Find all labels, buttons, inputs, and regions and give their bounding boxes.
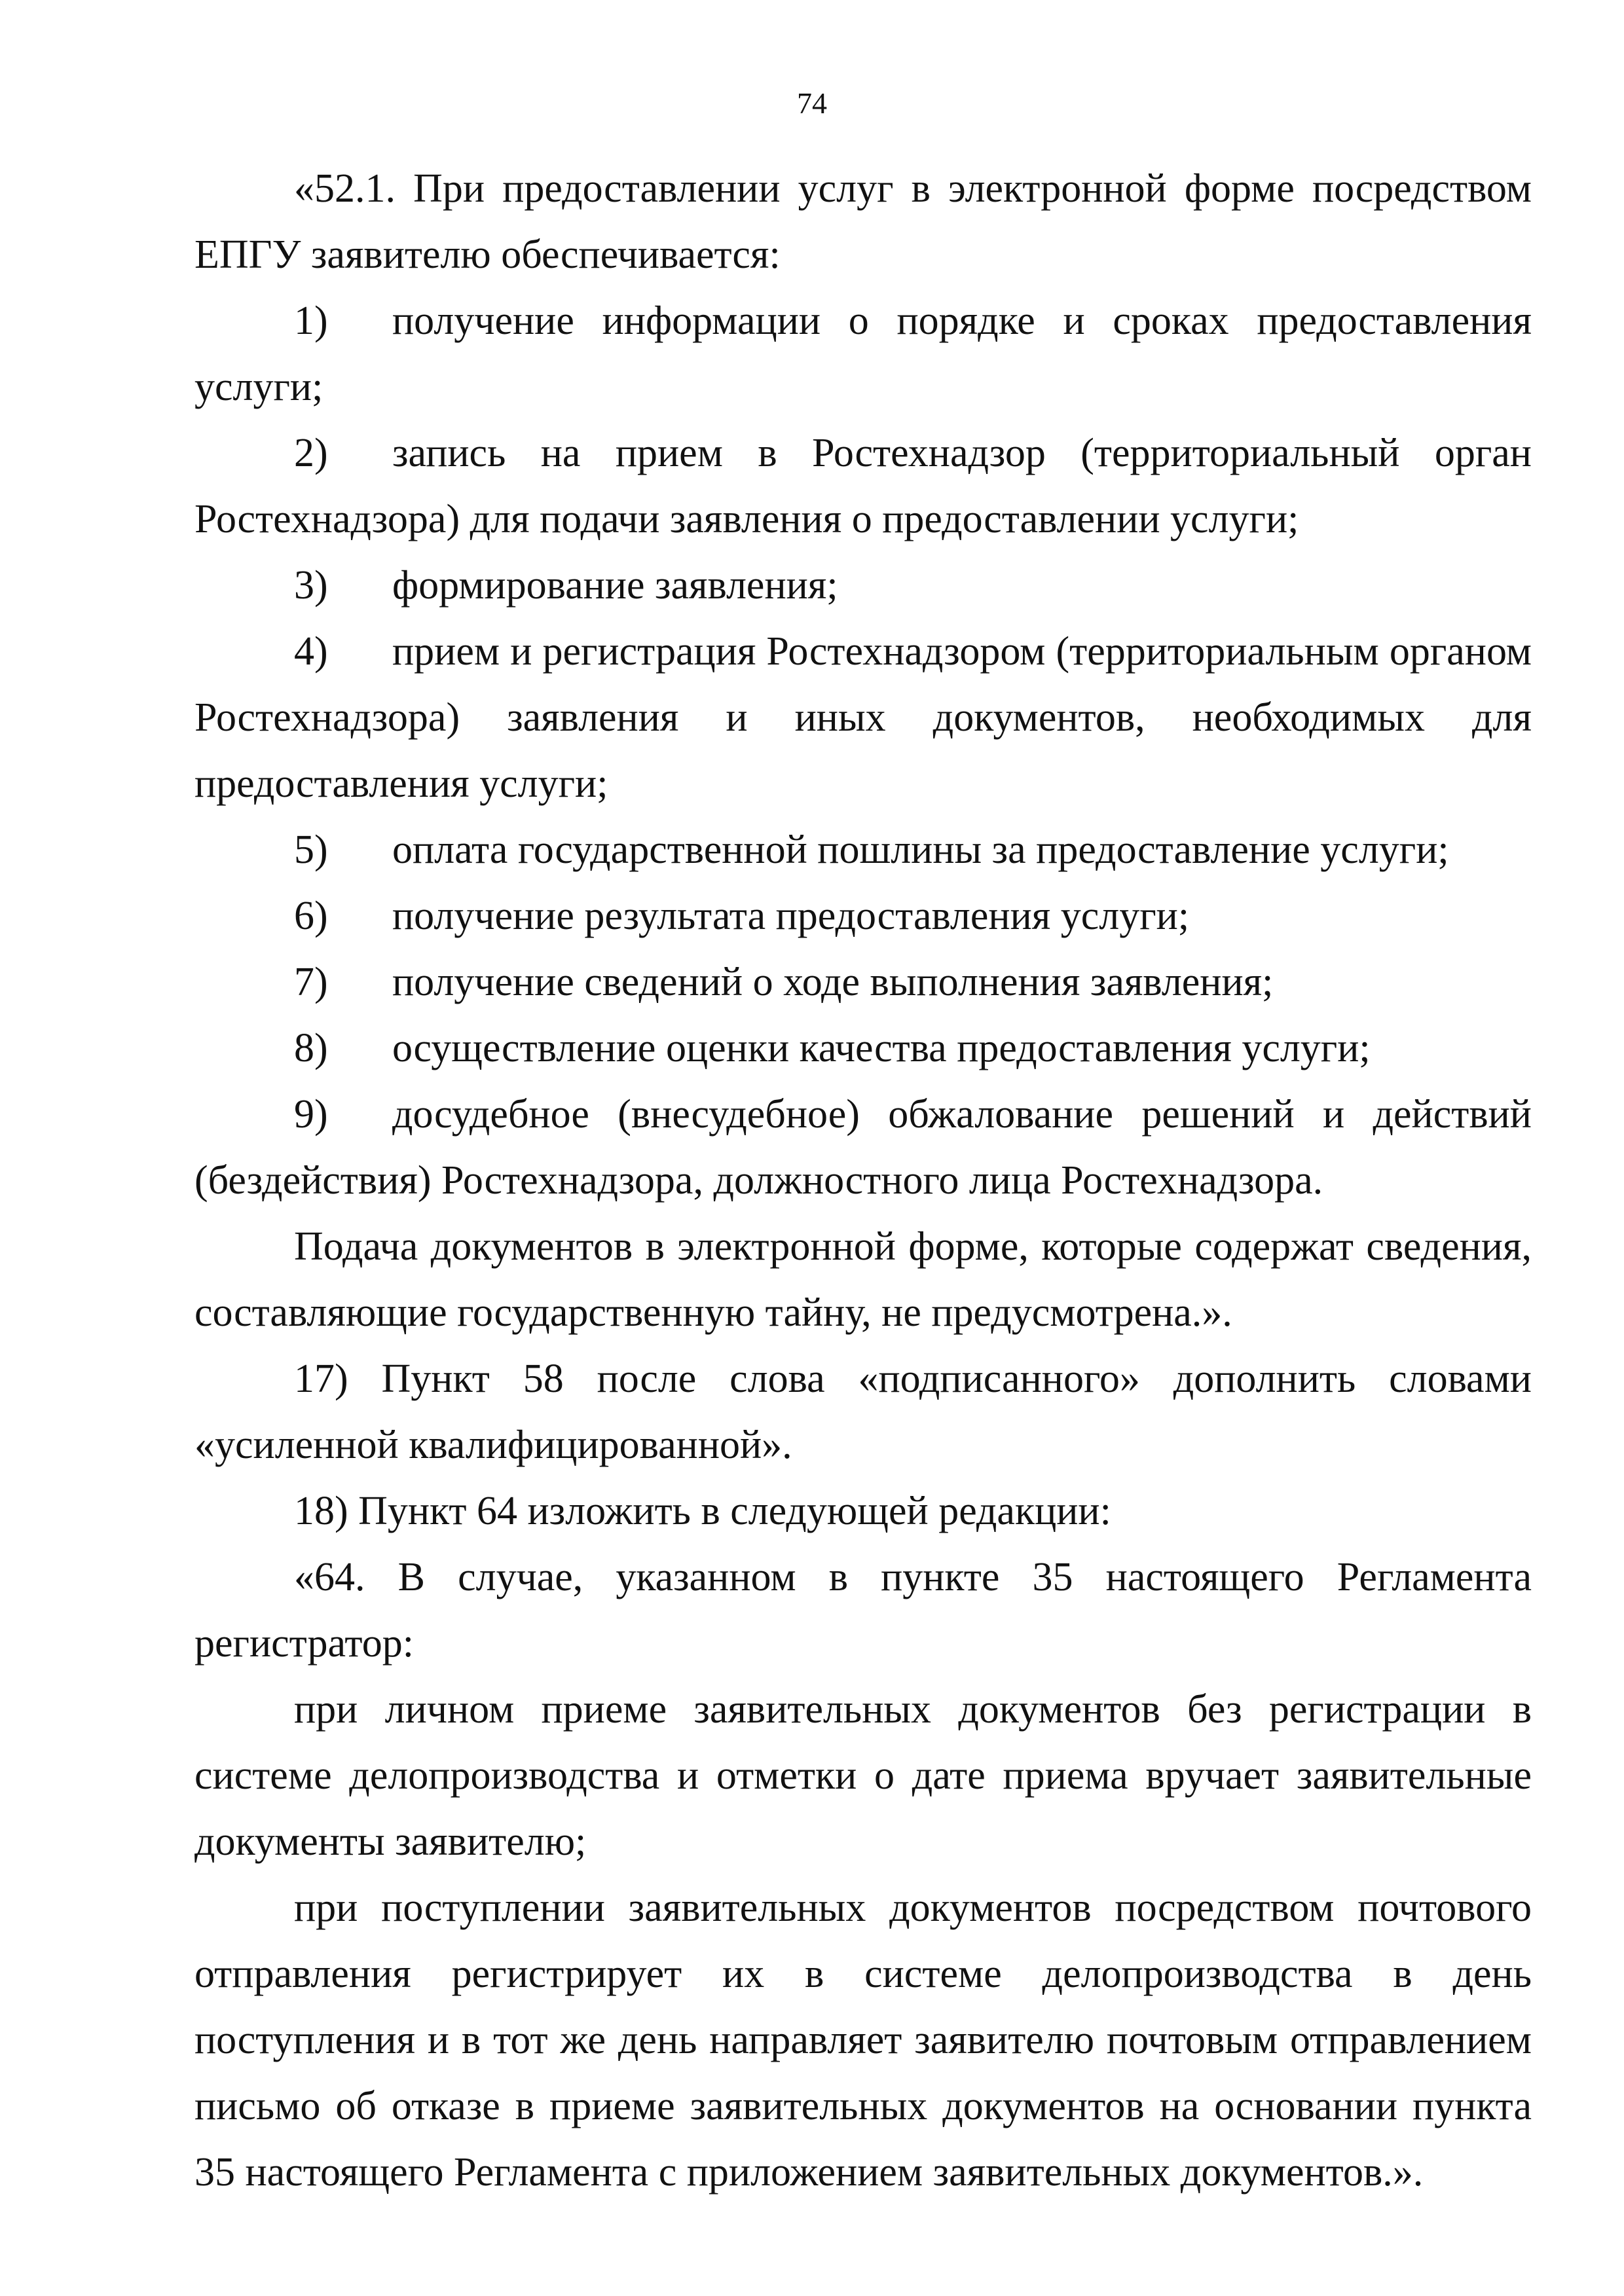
paragraph-personal-reception: при личном приеме заявительных документов без регистрации в системе делопроизводства и отметки о дате приема вручает заявительные документы заявителю; [194, 1687, 1532, 1864]
list-item-number: 6) [294, 894, 328, 938]
paragraph-postal-reception: при поступлении заявительных документов посредством почтового отправления регистрирует их в системе делопроизводства в день поступления и в тот же день направляет заявителю почтовым отправлением письмо об отказе в приеме заявительных документов на основании пункта 35 настоящего Регламента с приложением заявительных документов.». [194, 1886, 1532, 2195]
list-item [194, 883, 1532, 949]
list-item-text: получение сведений о ходе выполнения заявления; [392, 960, 1274, 1004]
list-item-number: 4) [294, 629, 328, 674]
paragraph-clause-64: «64. В случае, указанном в пункте 35 настоящего Регламента регистратор: [194, 1555, 1532, 1666]
list-item-text: оплата государственной пошлины за предоставление услуги; [392, 828, 1449, 872]
list-item-number: 7) [294, 960, 328, 1004]
list-item-number: 9) [294, 1092, 328, 1137]
list-item [194, 817, 1532, 883]
list-item-number: 5) [294, 828, 328, 872]
list-item-number: 3) [294, 563, 328, 608]
paragraph-state-secret: Подача документов в электронной форме, которые содержат сведения, составляющие государственную тайну, не предусмотрена.». [194, 1224, 1532, 1335]
list-item-text: досудебное (внесудебное) обжалование решений и действий (бездействия) Ростехнадзора, должностного лица Ростехнадзора. [194, 1092, 1532, 1203]
list-item [194, 1015, 1532, 1082]
list-item-text: получение информации о порядке и сроках предоставления услуги; [194, 299, 1532, 409]
intro-paragraph: «52.1. При предоставлении услуг в электронной форме посредством ЕПГУ заявителю обеспечивается: [194, 166, 1532, 277]
list-item [194, 619, 1532, 817]
list-item [194, 420, 1532, 553]
list-item-text: осуществление оценки качества предоставления услуги; [392, 1026, 1371, 1070]
list-item-text: запись на прием в Ростехнадзор (территориальный орган Ростехнадзора) для подачи заявления о предоставлении услуги; [194, 431, 1532, 541]
list-item-text: формирование заявления; [392, 563, 838, 608]
list-item-number: 2) [294, 431, 328, 475]
paragraph-item-18: 18) Пункт 64 изложить в следующей редакции: [294, 1489, 1111, 1533]
list-item-number: 1) [294, 299, 328, 343]
list-item-text: получение результата предоставления услуги; [392, 894, 1190, 938]
list-item [194, 288, 1532, 420]
list-item [194, 553, 1532, 619]
list-item [194, 949, 1532, 1015]
page-number: 74 [797, 86, 827, 120]
paragraph-item-17: 17) Пункт 58 после слова «подписанного» дополнить словами «усиленной квалифицированной». [194, 1357, 1532, 1467]
list-item-number: 8) [294, 1026, 328, 1070]
list-item [194, 1082, 1532, 1214]
document-body [194, 156, 1532, 2206]
list-item-text: прием и регистрация Ростехнадзором (территориальным органом Ростехнадзора) заявления и иных документов, необходимых для предоставления услуги; [194, 629, 1532, 806]
